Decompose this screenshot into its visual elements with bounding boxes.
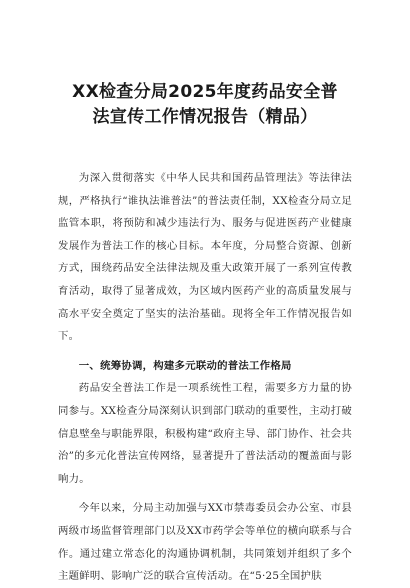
section-1-heading: 一、统筹协调，构建多元联动的普法工作格局 xyxy=(78,359,292,372)
intro-paragraph: 为深入贯彻落实《中华人民共和国药品管理法》等法律法规，严格执行“谁执法谁普法”的普法责任制，XX检查分局立足监管本职，将预防和减少违法行为、服务与促进医药产业健康发展作为普法工作的核心目标。本年度，分局整合资源、创新方式，围绕药品安全法律法规及重大政策开展了一系列宣传教育活动，取得了显著成效，为区域内医药产业的高质量发展与高水平安全奠定了坚实的法治基础。现将全年工作情况报告如下。 xyxy=(58,172,352,343)
document-title-line-1: XX检查分局2025年度药品安全普 xyxy=(72,82,338,102)
document-title-line-2: 法宣传工作情况报告（精品） xyxy=(92,107,318,127)
section-1-paragraph-2: 今年以来，分局主动加强与XX市禁毒委员会办公室、市县两级市场监督管理部门以及XX市药学会等单位的横向联系与合作。通过建立常态化的沟通协调机制，共同策划并组织了多个主题鲜明、影响广泛的联合宣传活动。在“5·25全国护肤 xyxy=(58,502,352,583)
document-title xyxy=(58,80,352,130)
section-1-paragraph-1: 药品安全普法工作是一项系统性工程，需要多方力量的协同参与。XX检查分局深刻认识到部门联动的重要性，主动打破信息壁垒与职能界限，积极构建“政府主导、部门协作、社会共治”的多元化普法宣传网络，显著提升了普法活动的覆盖面与影响力。 xyxy=(58,382,352,485)
